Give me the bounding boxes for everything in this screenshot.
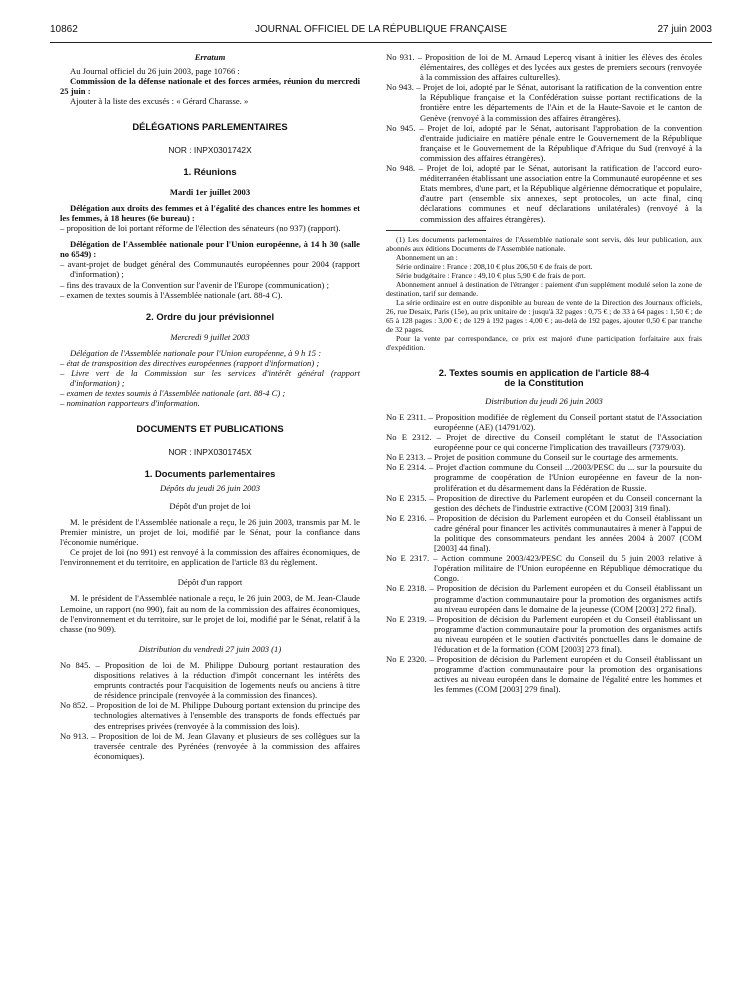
left-column: [60, 52, 360, 761]
issue-date: 27 juin 2003: [657, 24, 712, 35]
depot-projet-paragraph: Ce projet de loi (no 991) est renvoyé à la commission des affaires économiques, de l'environnement et du territoire, en application de l'article 83 du règlement.: [60, 547, 360, 568]
ue2-item: – examen de textes soumis à l'Assemblée nationale (art. 88-4 C) ;: [60, 388, 286, 399]
textes-soumis-title: 2. Textes soumis en application de l'article 88-4: [438, 366, 650, 378]
e-document-item: No E 2313. – Projet de position commune du Conseil sur le courtage des armements.: [386, 452, 679, 463]
depot-projet-title: Dépôt d'un projet de loi: [169, 500, 251, 511]
distribution-2-title: Distribution du jeudi 26 juin 2003: [485, 395, 603, 406]
delegation-ue: Délégation de l'Assemblée nationale pour l'Union européenne, à 14 h 30 (salle no 6549) :: [60, 239, 360, 260]
depot-rapport-paragraph: M. le président de l'Assemblée nationale a reçu, le 26 juin 2003, de M. Jean-Claude Lemoine, un rapport (no 990), fait au nom de la commission des affaires économiques, de l'environnement et du territoire, sur le projet de loi, modifié par le Sénat, relatif à la chasse (no 909).: [60, 593, 360, 634]
mercredi-title: Mercredi 9 juillet 2003: [170, 331, 250, 342]
documents-title: DOCUMENTS ET PUBLICATIONS: [136, 423, 284, 435]
distribution-item: No 845. – Proposition de loi de M. Philippe Dubourg portant restauration des dispositions relatives à la réduction d'impôt concernant les intérêts des emprunts contractés pour l'acquisition de logements neufs ou anciens à titre de résidence principale (renvoyée à la commission des finances).: [60, 659, 360, 701]
e-document-item: No E 2311. – Proposition modifiée de règlement du Conseil portant statut de l'Association européenne (AE) (14791/02).: [386, 411, 702, 432]
ue-item: – examen de textes soumis à l'Assemblée nationale (art. 88-4 C).: [60, 289, 283, 300]
femmes-item: – proposition de loi portant réforme de l'élection des sénateurs (no 937) (rapport).: [60, 223, 341, 234]
footnote: La série ordinaire est en outre disponible au bureau de vente de la Direction des Journaux officiels, 26, rue Desaix, Paris (15e), au prix unitaire de : jusqu'à 32 pages : 0,75 € ; de 33 à 64 pages : 1,50 € ; de 65 à 128 pages : 3,00 € ; de 129 à 192 pages : 4,00 € ; au-delà de 192 pages, ajouter 0,50 € par tranche de 32 pages.: [386, 297, 702, 334]
erratum-line-2: Commission de la défense nationale et des forces armées, réunion du mercredi 25 juin :: [60, 76, 360, 97]
e-document-item: No E 2315. – Proposition de directive du Parlement européen et du Conseil concernant la gestion des déchets de l'industrie extractive (COM [2003] 319 final).: [386, 492, 702, 513]
nor-number-2: NOR : INPX0301745X: [168, 446, 252, 457]
textes-soumis-title-2: de la Constitution: [504, 376, 584, 388]
e-document-item: No E 2320. – Proposition de décision du Parlement européen et du Conseil établissant un programme d'action communautaire pour la promotion des organisations actives au niveau européen dans le domaine de l'égalité entre les hommes et les femmes (COM [2003] 279 final).: [386, 654, 702, 695]
erratum-title: Erratum: [194, 52, 226, 62]
footnote-divider: [386, 230, 486, 231]
erratum-line-1: Au Journal officiel du 26 juin 2003, page 10766 :: [70, 66, 240, 77]
depot-projet-paragraph: M. le président de l'Assemblée nationale a reçu, le 26 juin 2003, transmis par M. le Premier ministre, un projet de loi, modifié par le Sénat, pour la confiance dans l'économie numérique.: [60, 516, 360, 548]
ue2-item: – nomination rapporteurs d'information.: [60, 398, 200, 409]
ue2-item: – Livre vert de la Commission sur les services d'intérêt général (rapport d'information) ;: [60, 368, 360, 389]
documents-parlementaires-title: 1. Documents parlementaires: [144, 467, 276, 479]
e-document-item: No E 2318. – Proposition de décision du Parlement européen et du Conseil établissant un programme d'action communautaire pour la promotion des organismes actifs au niveau européen dans le domaine de la jeunesse (COM [2003] 272 final).: [386, 583, 702, 614]
depots-title: Dépôts du jeudi 26 juin 2003: [159, 482, 261, 493]
footnote: Pour la vente par correspondance, ce prix est majoré d'une participation forfaitaire aux frais d'expédition.: [386, 333, 702, 352]
mardi-title: Mardi 1er juillet 2003: [169, 186, 251, 197]
distribution-item: No 931. – Proposition de loi de M. Arnaud Lepercq visant à initier les élèves des écoles élémentaires, des collèges et des lycées aux gestes de premiers secours (renvoyée à la commission des affaires culturelles).: [386, 52, 702, 83]
ordre-du-jour-title: 2. Ordre du jour prévisionnel: [145, 310, 275, 322]
delegations-title: DÉLÉGATIONS PARLEMENTAIRES: [132, 121, 288, 133]
footnote: Série ordinaire : France : 208,10 € plus 206,50 € de frais de port.: [396, 261, 593, 271]
distribution-item: No 948. – Projet de loi, adopté par le Sénat, autorisant la ratification de l'accord euro-méditerranéen établissant une association entre la Communauté européenne et ses Etats membres, d'une part, et la République algérienne démocratique et populaire, d'autre part (ensemble six annexes, sept protocoles, un acte final, cinq déclarations communes et neuf déclarations unilatérales) (renvoyé à la commission des affaires étrangères).: [386, 163, 702, 224]
e-document-item: No E 2317. – Action commune 2003/423/PESC du Conseil du 5 juin 2003 relative à l'opération militaire de l'Union européenne en République démocratique du Congo.: [386, 553, 702, 584]
distribution-item: No 852. – Proposition de loi de M. Philippe Dubourg portant extension du principe des technologies alternatives à l'ensemble des transports de fonds effectués par des entreprises privées (renvoyée à la commission des lois).: [60, 700, 360, 731]
footnote: (1) Les documents parlementaires de l'Assemblée nationale sont servis, dès leur publication, aux abonnés aux éditions Documents de l'Assemblée nationale.: [386, 234, 702, 253]
e-document-item: No E 2314. – Projet d'action commune du Conseil .../2003/PESC du ... sur la poursuite du programme de coopération de l'Union européenne en faveur de la non-prolifération et du désarmement dans la Fédération de Russie.: [386, 462, 702, 493]
footnote: Série budgétaire : France : 49,10 € plus 5,90 € de frais de port.: [396, 270, 586, 280]
distribution-item: No 945. – Projet de loi, adopté par le Sénat, autorisant l'approbation de la convention d'entraide judiciaire en matière pénale entre le Gouvernement de la République française et le Gouvernement de la République d'Afrique du Sud (renvoyé à la commission des affaires étrangères).: [386, 122, 702, 163]
nor-number-1: NOR : INPX0301742X: [168, 144, 252, 155]
reunions-title: 1. Réunions: [183, 165, 237, 177]
page-number: 10862: [50, 24, 78, 35]
erratum-line-3: Ajouter à la liste des excusés : « Gérard Charasse. »: [70, 96, 249, 107]
distribution-item: No 913. – Proposition de loi de M. Jean Glavany et plusieurs de ses collègues sur la traversée centrale des Pyrénées (renvoyée à la commission des affaires économiques).: [60, 730, 360, 761]
depot-rapport-title: Dépôt d'un rapport: [177, 577, 243, 588]
delegation-ue-2: Délégation de l'Assemblée nationale pour l'Union européenne, à 9 h 15 :: [70, 347, 322, 358]
e-document-item: No E 2319. – Proposition de décision du Parlement européen et du Conseil établissant un programme d'action communautaire pour la promotion des organismes actifs au niveau européen et le soutien d'activités ponctuelles dans le domaine de l'éducation et de la formation (COM [2003] 273 final).: [386, 613, 702, 655]
ue-item: – fins des travaux de la Convention sur l'avenir de l'Europe (communication) ;: [60, 279, 329, 290]
footnote: Abonnement un an :: [396, 252, 458, 262]
distribution-item: No 943. – Projet de loi, adopté par le Sénat, autorisant la ratification de la convention entre la République française et la Confédération suisse portant rectifications de la frontière entre les départements de l'Ain et de la Haute-Savoie et le canton de Genève (renvoyé à la commission des affaires étrangères).: [386, 82, 702, 123]
ue-item: – avant-projet de budget général des Communautés européennes pour 2004 (rapport d'information) ;: [60, 259, 360, 280]
distribution-title: Distribution du vendredi 27 juin 2003 (1): [138, 643, 282, 654]
right-column: [386, 52, 702, 695]
ue2-item: – état de transposition des directives européennes (rapport d'information) ;: [60, 357, 320, 368]
footnote: Abonnement annuel à destination de l'étranger : paiement d'un supplément modulé selon la zone de destination, tarif sur demande.: [386, 279, 702, 298]
delegation-femmes: Délégation aux droits des femmes et à l'égalité des chances entre les hommes et les femmes, à 18 heures (6e bureau) :: [60, 202, 360, 223]
page-header: [50, 22, 712, 43]
e-document-item: No E 2316. – Proposition de décision du Parlement européen et du Conseil établissant un cadre général pour financer les activités communautaires à mener à l'appui de la politique des consommateurs pendant les années 2004 à 2007 (COM [2003] 44 final).: [386, 512, 702, 554]
journal-title: JOURNAL OFFICIEL DE LA RÉPUBLIQUE FRANÇAISE: [254, 24, 508, 35]
e-document-item: No E 2312. – Projet de directive du Conseil complétant le statut de l'Association européenne pour ce qui concerne l'implication des travailleurs (7379/03).: [386, 432, 702, 453]
